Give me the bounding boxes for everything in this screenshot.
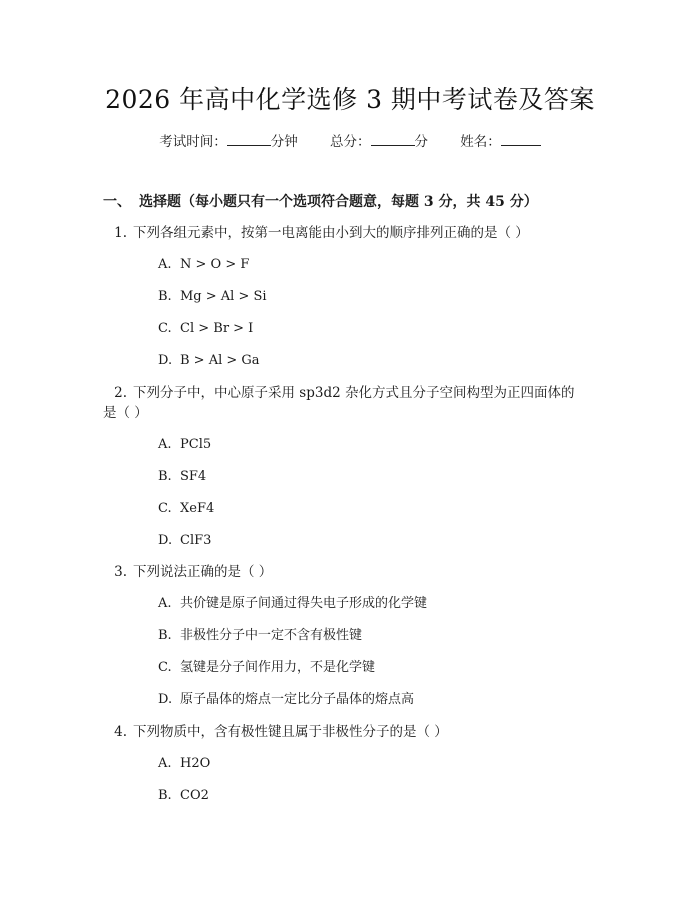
- option-label: B.: [158, 289, 172, 304]
- total-score-blank: [371, 131, 415, 146]
- total-score-field: [330, 131, 428, 152]
- option-label: B.: [158, 788, 172, 803]
- question-4: [103, 722, 598, 742]
- question-text-line-1: 下列分子中，中心原子采用 sp3d2 杂化方式且分子空间构型为正四面体的: [133, 385, 575, 401]
- student-name-field: [460, 131, 541, 152]
- option-label: A.: [158, 257, 172, 272]
- question-3-option-a: [158, 594, 427, 614]
- question-3-option-b: [158, 626, 362, 646]
- question-2-continued: [103, 403, 598, 423]
- question-text-line-2: 是（ ）: [103, 405, 148, 421]
- question-1-option-d: [158, 351, 260, 371]
- option-label: D.: [158, 692, 173, 707]
- question-2-option-a: [158, 435, 211, 455]
- question-4-option-a: [158, 754, 210, 774]
- section-heading: [103, 192, 538, 212]
- option-text: 共价键是原子间通过得失电子形成的化学键: [180, 596, 428, 611]
- option-text: N > O > F: [180, 257, 250, 272]
- option-text: H2O: [180, 756, 211, 771]
- option-text: ClF3: [180, 533, 212, 548]
- option-text: 非极性分子中一定不含有极性键: [180, 628, 363, 643]
- option-text: PCl5: [180, 437, 212, 452]
- question-1-option-c: [158, 319, 253, 339]
- option-text: XeF4: [180, 501, 215, 516]
- question-text: 下列说法正确的是（ ）: [133, 564, 273, 580]
- option-text: Cl > Br > I: [180, 321, 254, 336]
- question-3-option-c: [158, 658, 375, 678]
- question-4-option-b: [158, 786, 209, 806]
- question-text: 下列各组元素中，按第一电离能由小到大的顺序排列正确的是（ ）: [133, 225, 529, 241]
- question-2-option-c: [158, 499, 214, 519]
- question-1-option-a: [158, 255, 249, 275]
- question-2: [103, 383, 598, 403]
- exam-time-unit: 分钟: [270, 134, 298, 150]
- student-name-blank: [501, 131, 541, 146]
- exam-info-line: [0, 131, 700, 152]
- option-label: A.: [158, 596, 172, 611]
- exam-time-label: 考试时间：: [159, 134, 227, 150]
- exam-time-field: [159, 131, 298, 152]
- section-number: 一、: [103, 194, 131, 210]
- option-label: C.: [158, 660, 172, 675]
- option-text: 原子晶体的熔点一定比分子晶体的熔点高: [180, 692, 415, 707]
- option-label: B.: [158, 469, 172, 484]
- question-number: 2.: [114, 385, 127, 401]
- exam-time-blank: [227, 131, 271, 146]
- question-2-option-b: [158, 467, 206, 487]
- question-number: 4.: [114, 724, 127, 740]
- student-name-label: 姓名：: [460, 134, 501, 150]
- document-title: 2026 年高中化学选修 3 期中考试卷及答案: [105, 85, 595, 114]
- question-number: 3.: [114, 564, 127, 580]
- total-score-label: 总分：: [330, 134, 371, 150]
- total-score-unit: 分: [414, 134, 428, 150]
- option-label: A.: [158, 437, 172, 452]
- option-text: B > Al > Ga: [180, 353, 260, 368]
- option-text: CO2: [180, 788, 209, 803]
- option-text: SF4: [180, 469, 207, 484]
- question-1-option-b: [158, 287, 267, 307]
- option-label: D.: [158, 533, 173, 548]
- option-label: A.: [158, 756, 172, 771]
- option-label: D.: [158, 353, 173, 368]
- question-text: 下列物质中，含有极性键且属于非极性分子的是（ ）: [133, 724, 448, 740]
- question-number: 1.: [114, 225, 127, 241]
- option-label: B.: [158, 628, 172, 643]
- option-label: C.: [158, 501, 172, 516]
- question-3: [103, 562, 598, 582]
- option-label: C.: [158, 321, 172, 336]
- question-1: [103, 223, 598, 243]
- option-text: 氢键是分子间作用力，不是化学键: [180, 660, 376, 675]
- question-3-option-d: [158, 690, 414, 710]
- question-2-option-d: [158, 531, 211, 551]
- section-title: 选择题（每小题只有一个选项符合题意，每题 3 分，共 45 分）: [139, 194, 538, 210]
- option-text: Mg > Al > Si: [180, 289, 267, 304]
